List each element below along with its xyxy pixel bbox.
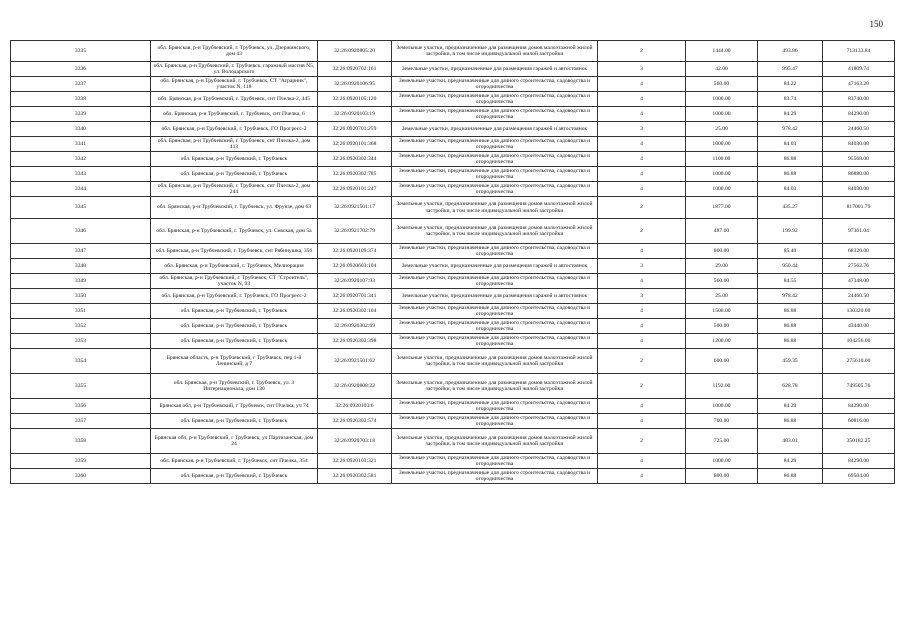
- cadastral-number-cell: 32:26:0920603:104: [318, 259, 392, 274]
- row-number-cell: 3345: [11, 197, 151, 219]
- land-use-cell: Земельные участки, предназначенные для дачного строительства, садоводства и огородничества: [392, 137, 598, 152]
- cadastral-value-cell: 95568.00: [823, 152, 895, 167]
- area-cell: 1000.00: [686, 182, 758, 197]
- row-number-cell: 3342: [11, 152, 151, 167]
- table-row: [11, 167, 895, 182]
- cadastral-value-cell: 130320.00: [823, 304, 895, 319]
- land-use-cell: Земельные участки, предназначенные для размещения гаражей и автостоянок: [392, 122, 598, 137]
- table-row: [11, 122, 895, 137]
- table-row: [11, 259, 895, 274]
- specific-value-cell: 86.88: [758, 334, 823, 349]
- use-group-cell: 2: [598, 41, 686, 62]
- use-group-cell: 4: [598, 152, 686, 167]
- row-number-cell: 3340: [11, 122, 151, 137]
- row-number-cell: 3349: [11, 274, 151, 289]
- table-row: [11, 469, 895, 484]
- area-cell: 800.00: [686, 469, 758, 484]
- use-group-cell: 2: [598, 349, 686, 374]
- table-row: [11, 197, 895, 219]
- use-group-cell: 4: [598, 244, 686, 259]
- row-number-cell: 3346: [11, 219, 151, 244]
- cadastral-number-cell: 32:26:0920302:581: [318, 469, 392, 484]
- cadastral-value-cell: 84030.00: [823, 182, 895, 197]
- land-use-cell: Земельные участки, предназначенные для размещения домов малоэтажной жилой застройки, в том числе индивидуальной жилой застройки: [392, 197, 598, 219]
- address-cell: обл. Брянская, р-н Трубчевский, г. Трубчевск, снт Пчелка-2, 445: [151, 92, 318, 107]
- row-number-cell: 3352: [11, 319, 151, 334]
- address-cell: обл. Брянская, р-н Трубчевский, г. Трубчевск, снт Пчелка, 354: [151, 454, 318, 469]
- use-group-cell: 2: [598, 197, 686, 219]
- row-number-cell: 3350: [11, 289, 151, 304]
- land-use-cell: Земельные участки, предназначенные для дачного строительства, садоводства и огородничества: [392, 152, 598, 167]
- specific-value-cell: 84.03: [758, 182, 823, 197]
- area-cell: 25.00: [686, 122, 758, 137]
- cadastral-value-cell: 83740.00: [823, 92, 895, 107]
- row-number-cell: 3359: [11, 454, 151, 469]
- use-group-cell: 2: [598, 374, 686, 399]
- cadastral-value-cell: 27562.76: [823, 259, 895, 274]
- table-row: [11, 429, 895, 454]
- cadastral-value-cell: 86880.00: [823, 167, 895, 182]
- address-cell: обл. Брянская, р-н Трубчевский, г. Трубчевск, СТ "Аграрник", участок N, 118: [151, 77, 318, 92]
- area-cell: 700.00: [686, 414, 758, 429]
- address-cell: обл. Брянская, р-н Трубчевский, г. Трубчевск, снт Пчелка-2, дом 413: [151, 137, 318, 152]
- cadastral-number-cell: 32:26:0920302:574: [318, 414, 392, 429]
- land-use-cell: Земельные участки, предназначенные для дачного строительства, садоводства и огородничества: [392, 304, 598, 319]
- cadastral-value-cell: 84290.00: [823, 454, 895, 469]
- area-cell: 725.00: [686, 429, 758, 454]
- area-cell: 1000.00: [686, 107, 758, 122]
- land-use-cell: Земельные участки, предназначенные для дачного строительства, садоводства и огородничества: [392, 107, 598, 122]
- address-cell: обл. Брянская, р-н Трубчевский, г. Трубчевск, снт Пчелка-2, дом 244: [151, 182, 318, 197]
- area-cell: 1500.00: [686, 304, 758, 319]
- land-use-cell: Земельные участки, предназначенные для размещения домов малоэтажной жилой застройки, в том числе индивидуальной жилой застройки: [392, 41, 598, 62]
- land-use-cell: Земельные участки, предназначенные для дачного строительства, садоводства и огородничества: [392, 77, 598, 92]
- cadastral-value-cell: 24460.50: [823, 289, 895, 304]
- table-row: [11, 289, 895, 304]
- cadastral-value-cell: 47163.20: [823, 77, 895, 92]
- specific-value-cell: 83.74: [758, 92, 823, 107]
- cadastral-number-cell: 32:26:0920103:19: [318, 107, 392, 122]
- specific-value-cell: 435.27: [758, 197, 823, 219]
- cadastral-value-cell: 69504.00: [823, 469, 895, 484]
- specific-value-cell: 84.29: [758, 399, 823, 414]
- use-group-cell: 4: [598, 167, 686, 182]
- use-group-cell: 4: [598, 92, 686, 107]
- cadastral-number-cell: 32:26:0920101:247: [318, 182, 392, 197]
- row-number-cell: 3335: [11, 41, 151, 62]
- use-group-cell: 4: [598, 137, 686, 152]
- cadastral-value-cell: 749505.76: [823, 374, 895, 399]
- row-number-cell: 3338: [11, 92, 151, 107]
- land-use-cell: Земельные участки, предназначенные для размещения домов малоэтажной жилой застройки, в том числе индивидуальной жилой застройки: [392, 349, 598, 374]
- address-cell: обл. Брянская, р-н Трубчевский, г. Трубчевск, ГО Прогресс-2: [151, 122, 318, 137]
- land-use-cell: Земельные участки, предназначенные для размещения гаражей и автостоянок: [392, 62, 598, 77]
- row-number-cell: 3360: [11, 469, 151, 484]
- area-cell: 800.00: [686, 244, 758, 259]
- table-row: [11, 137, 895, 152]
- cadastral-number-cell: 32:26:0921501:17: [318, 197, 392, 219]
- specific-value-cell: 483.01: [758, 429, 823, 454]
- specific-value-cell: 84.29: [758, 107, 823, 122]
- land-use-cell: Земельные участки, предназначенные для дачного строительства, садоводства и огородничества: [392, 414, 598, 429]
- land-use-cell: Земельные участки, предназначенные для дачного строительства, садоводства и огородничества: [392, 319, 598, 334]
- cadastral-number-cell: 32:26:0920302:104: [318, 304, 392, 319]
- cadastral-number-cell: 32:26:0920701:341: [318, 289, 392, 304]
- table-row: [11, 319, 895, 334]
- use-group-cell: 4: [598, 414, 686, 429]
- table-row: [11, 219, 895, 244]
- use-group-cell: 4: [598, 319, 686, 334]
- area-cell: 500.00: [686, 319, 758, 334]
- cadastral-number-cell: 32:26:0920703:18: [318, 429, 392, 454]
- cadastral-number-cell: 32:26:0920103:321: [318, 454, 392, 469]
- specific-value-cell: 950.44: [758, 259, 823, 274]
- address-cell: обл. Брянская, р-н Трубчевский, г. Трубчевск, ул. Фрунзе, дом 63: [151, 197, 318, 219]
- table-row: [11, 77, 895, 92]
- land-use-cell: Земельные участки, предназначенные для дачного строительства, садоводства и огородничества: [392, 92, 598, 107]
- specific-value-cell: 86.88: [758, 319, 823, 334]
- specific-value-cell: 995.47: [758, 62, 823, 77]
- address-cell: обл. Брянская, р-н Трубчевский, г. Трубчевск, снт Пчелка, 6: [151, 107, 318, 122]
- cadastral-number-cell: 32:26:0920302:785: [318, 167, 392, 182]
- cadastral-value-cell: 24460.50: [823, 122, 895, 137]
- row-number-cell: 3343: [11, 167, 151, 182]
- use-group-cell: 4: [598, 107, 686, 122]
- address-cell: обл. Брянская, р-н Трубчевский, г. Трубчевск, Мелиорация: [151, 259, 318, 274]
- cadastral-value-cell: 275610.00: [823, 349, 895, 374]
- address-cell: обл. Брянская, р-н Трубчевский, г. Трубчевск: [151, 414, 318, 429]
- use-group-cell: 3: [598, 259, 686, 274]
- address-cell: обл. Брянская, р-н Трубчевский, г. Трубчевск: [151, 319, 318, 334]
- table-row: [11, 107, 895, 122]
- cadastral-number-cell: 32:26:0920107:93: [318, 274, 392, 289]
- table-row: [11, 414, 895, 429]
- table-body: [11, 41, 895, 484]
- table-row: [11, 41, 895, 62]
- use-group-cell: 3: [598, 289, 686, 304]
- use-group-cell: 3: [598, 62, 686, 77]
- use-group-cell: 4: [598, 182, 686, 197]
- use-group-cell: 4: [598, 469, 686, 484]
- land-use-cell: Земельные участки, предназначенные для размещения домов малоэтажной жилой застройки, в том числе индивидуальной жилой застройки: [392, 374, 598, 399]
- address-cell: обл. Брянская, р-н Трубчевский, г. Трубчевск: [151, 304, 318, 319]
- land-use-cell: Земельные участки, предназначенные для дачного строительства, садоводства и огородничества: [392, 454, 598, 469]
- specific-value-cell: 978.42: [758, 122, 823, 137]
- land-use-cell: Земельные участки, предназначенные для размещения домов малоэтажной жилой застройки, в том числе индивидуальной жилой застройки: [392, 219, 598, 244]
- cadastral-number-cell: 32:26:0920702:161: [318, 62, 392, 77]
- area-cell: 42.00: [686, 62, 758, 77]
- use-group-cell: 2: [598, 429, 686, 454]
- address-cell: обл. Брянская, р-н Трубчевский, г. Трубчевск: [151, 469, 318, 484]
- use-group-cell: 2: [598, 219, 686, 244]
- page-number: 150: [869, 19, 883, 29]
- cadastral-value-cell: 84290.00: [823, 399, 895, 414]
- table-row: [11, 349, 895, 374]
- area-cell: 487.00: [686, 219, 758, 244]
- area-cell: 25.00: [686, 289, 758, 304]
- area-cell: 1877.00: [686, 197, 758, 219]
- address-cell: Брянская обл, р-н Трубчевский, г Трубчевск, снт Пчелка, уч 74: [151, 399, 318, 414]
- area-cell: 1000.00: [686, 454, 758, 469]
- cadastral-number-cell: 32:26:0920105:120: [318, 92, 392, 107]
- use-group-cell: 4: [598, 454, 686, 469]
- table-row: [11, 182, 895, 197]
- row-number-cell: 3356: [11, 399, 151, 414]
- row-number-cell: 3337: [11, 77, 151, 92]
- cadastral-number-cell: 32:26:0920101:368: [318, 137, 392, 152]
- area-cell: 560.00: [686, 274, 758, 289]
- specific-value-cell: 84.29: [758, 454, 823, 469]
- area-cell: 560.00: [686, 77, 758, 92]
- use-group-cell: 4: [598, 334, 686, 349]
- use-group-cell: 4: [598, 304, 686, 319]
- specific-value-cell: 493.86: [758, 41, 823, 62]
- area-cell: 1192.00: [686, 374, 758, 399]
- address-cell: обл. Брянская, р-н Трубчевский, г. Трубчевск, снт Рябинушка, 356: [151, 244, 318, 259]
- address-cell: обл. Брянская, р-н Трубчевский, г. Трубчевск, ул. Дзержинского, дом 43: [151, 41, 318, 62]
- use-group-cell: 4: [598, 77, 686, 92]
- area-cell: 1000.00: [686, 167, 758, 182]
- land-use-cell: Земельные участки, предназначенные для размещения гаражей и автостоянок: [392, 259, 598, 274]
- cadastral-number-cell: 32:26:0920805:20: [318, 41, 392, 62]
- specific-value-cell: 84.03: [758, 137, 823, 152]
- table-row: [11, 334, 895, 349]
- cadastral-value-cell: 817001.79: [823, 197, 895, 219]
- land-use-cell: Земельные участки, предназначенные для дачного строительства, садоводства и огородничества: [392, 274, 598, 289]
- row-number-cell: 3353: [11, 334, 151, 349]
- cadastral-value-cell: 104256.00: [823, 334, 895, 349]
- cadastral-value-cell: 97361.04: [823, 219, 895, 244]
- cadastral-value-cell: 60816.00: [823, 414, 895, 429]
- cadastral-number-cell: 32:26:0920302:398: [318, 334, 392, 349]
- use-group-cell: 4: [598, 399, 686, 414]
- cadastral-number-cell: 32:26:0921501:62: [318, 349, 392, 374]
- land-use-cell: Земельные участки, предназначенные для размещения домов малоэтажной жилой застройки, в том числе индивидуальной жилой застройки: [392, 429, 598, 454]
- area-cell: 1000.00: [686, 137, 758, 152]
- specific-value-cell: 978.42: [758, 289, 823, 304]
- cadastral-number-cell: 32:26:0920109:374: [318, 244, 392, 259]
- table-row: [11, 244, 895, 259]
- cadastral-number-cell: 32:26:0920302:344: [318, 152, 392, 167]
- cadastral-value-cell: 350182.25: [823, 429, 895, 454]
- area-cell: 1000.00: [686, 92, 758, 107]
- row-number-cell: 3348: [11, 259, 151, 274]
- specific-value-cell: 84.22: [758, 77, 823, 92]
- specific-value-cell: 86.88: [758, 152, 823, 167]
- use-group-cell: 4: [598, 274, 686, 289]
- specific-value-cell: 86.88: [758, 304, 823, 319]
- address-cell: обл. Брянская, р-н Трубчевский, г. Трубчевск: [151, 334, 318, 349]
- row-number-cell: 3347: [11, 244, 151, 259]
- table-row: [11, 152, 895, 167]
- specific-value-cell: 86.88: [758, 167, 823, 182]
- cadastral-number-cell: 32:26:0920701:259: [318, 122, 392, 137]
- row-number-cell: 3341: [11, 137, 151, 152]
- specific-value-cell: 199.92: [758, 219, 823, 244]
- area-cell: 1100.00: [686, 152, 758, 167]
- land-use-cell: Земельные участки, предназначенные для дачного строительства, садоводства и огородничества: [392, 399, 598, 414]
- area-cell: 1200.00: [686, 334, 758, 349]
- address-cell: обл. Брянская, р-н Трубчевский, г. Трубчевск, ул. 3 Интернационала, дом 130: [151, 374, 318, 399]
- cadastral-value-cell: 68320.00: [823, 244, 895, 259]
- table-row: [11, 274, 895, 289]
- row-number-cell: 3357: [11, 414, 151, 429]
- address-cell: Брянская область, р-н Трубчевский, г Трубчевск, пер 1-й Ленинский, д 7: [151, 349, 318, 374]
- use-group-cell: 3: [598, 122, 686, 137]
- specific-value-cell: 84.55: [758, 274, 823, 289]
- cadastral-value-cell: 84290.00: [823, 107, 895, 122]
- address-cell: обл. Брянская, р-н Трубчевский, г. Трубчевск: [151, 152, 318, 167]
- specific-value-cell: 86.88: [758, 414, 823, 429]
- specific-value-cell: 85.40: [758, 244, 823, 259]
- specific-value-cell: 628.78: [758, 374, 823, 399]
- row-number-cell: 3336: [11, 62, 151, 77]
- area-cell: 1000.00: [686, 399, 758, 414]
- row-number-cell: 3354: [11, 349, 151, 374]
- address-cell: обл. Брянская, р-н Трубчевский, г. Трубчевск, ГО Прогресс-2: [151, 289, 318, 304]
- land-use-cell: Земельные участки, предназначенные для дачного строительства, садоводства и огородничества: [392, 244, 598, 259]
- land-use-cell: Земельные участки, предназначенные для дачного строительства, садоводства и огородничества: [392, 167, 598, 182]
- address-cell: обл. Брянская, р-н Трубчевский, г. Трубчевск, ул. Севская, дом 5а: [151, 219, 318, 244]
- table-row: [11, 62, 895, 77]
- land-use-cell: Земельные участки, предназначенные для дачного строительства, садоводства и огородничества: [392, 334, 598, 349]
- cadastral-value-cell: 47348.00: [823, 274, 895, 289]
- cadastral-number-cell: 32:26:0920106:95: [318, 77, 392, 92]
- row-number-cell: 3351: [11, 304, 151, 319]
- address-cell: обл. Брянская, р-н Трубчевский, г. Трубчевск, СТ "Строитель", участок N, 93: [151, 274, 318, 289]
- specific-value-cell: 86.88: [758, 469, 823, 484]
- table-row: [11, 92, 895, 107]
- area-cell: 29.00: [686, 259, 758, 274]
- row-number-cell: 3355: [11, 374, 151, 399]
- address-cell: обл. Брянская, р-н Трубчевский, г. Трубчевск, гаражный массив N5, ул. Володарского: [151, 62, 318, 77]
- table-row: [11, 399, 895, 414]
- land-use-cell: Земельные участки, предназначенные для размещения гаражей и автостоянок: [392, 289, 598, 304]
- address-cell: обл. Брянская, р-н Трубчевский, г. Трубчевск: [151, 167, 318, 182]
- cadastral-value-table: [10, 40, 895, 484]
- cadastral-number-cell: 32:26:0921702:79: [318, 219, 392, 244]
- area-cell: 600.00: [686, 349, 758, 374]
- cadastral-value-cell: 84030.00: [823, 137, 895, 152]
- area-cell: 1444.00: [686, 41, 758, 62]
- cadastral-value-cell: 43440.00: [823, 319, 895, 334]
- table-row: [11, 304, 895, 319]
- row-number-cell: 3358: [11, 429, 151, 454]
- cadastral-number-cell: 32:26:0920302:69: [318, 319, 392, 334]
- land-use-cell: Земельные участки, предназначенные для дачного строительства, садоводства и огородничества: [392, 469, 598, 484]
- address-cell: Брянская обл, р-н Трубчевский, г Трубчевск, ул Партизанская, дом 24: [151, 429, 318, 454]
- row-number-cell: 3344: [11, 182, 151, 197]
- cadastral-number-cell: 32:26:0920808:22: [318, 374, 392, 399]
- cadastral-value-cell: 41809.74: [823, 62, 895, 77]
- row-number-cell: 3339: [11, 107, 151, 122]
- cadastral-value-cell: 713133.84: [823, 41, 895, 62]
- table-row: [11, 454, 895, 469]
- cadastral-number-cell: 32:26:0920103:6: [318, 399, 392, 414]
- specific-value-cell: 459.35: [758, 349, 823, 374]
- table-row: [11, 374, 895, 399]
- land-use-cell: Земельные участки, предназначенные для дачного строительства, садоводства и огородничества: [392, 182, 598, 197]
